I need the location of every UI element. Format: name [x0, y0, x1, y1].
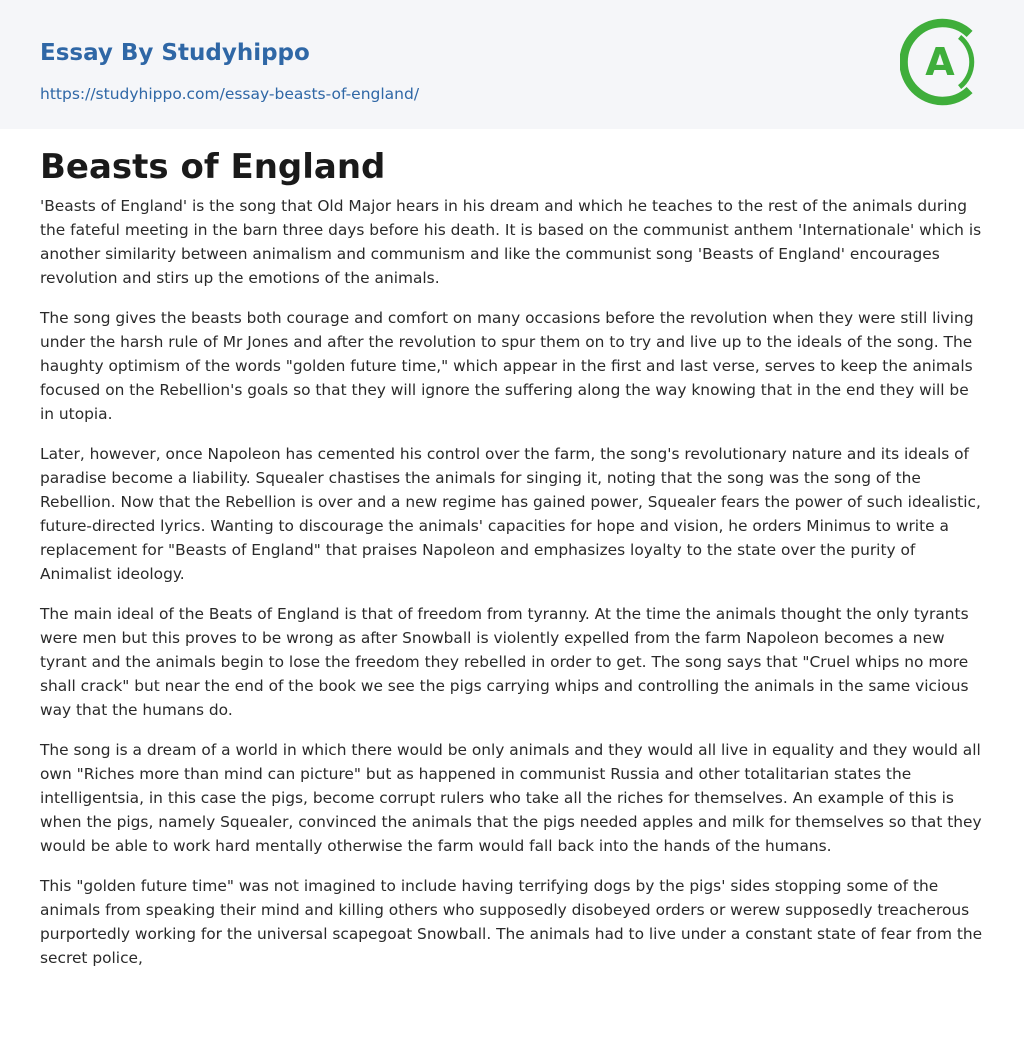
logo-letter: A — [925, 40, 955, 84]
article-paragraph: 'Beasts of England' is the song that Old Major hears in his dream and which he teaches to the rest of the animals during the fateful meeting in the barn three days before his death. It is based on the communist anthem 'Internationale' which is another similarity between animalism and communism and like the communist song 'Beasts of England' encourages revolution and stirs up the emotions of the animals. — [40, 197, 982, 287]
article-paragraph: Later, however, once Napoleon has cemented his control over the farm, the song's revolutionary nature and its ideals of paradise become a liability. Squealer chastises the animals for singing it, noting that the song was the song of the Rebellion. Now that the Rebellion is over and a new regime has gained power, Squealer fears the power of such idealistic, future-directed lyrics. Wanting to discourage the animals' capacities for hope and vision, he orders Minimus to write a replacement for "Beasts of England" that praises Napoleon and emphasizes loyalty to the state over the purity of Animalist ideology. — [40, 445, 981, 583]
article-title: Beasts of England — [40, 147, 386, 187]
article-paragraph: The song is a dream of a world in which there would be only animals and they would all live in equality and they would all own "Riches more than mind can picture" but as happened in communist Russia and other totalitarian states the intelligentsia, in this case the pigs, become corrupt rulers who take all the riches for themselves. An example of this is when the pigs, namely Squealer, convinced the animals that the pigs needed apples and milk for themselves so that they would be able to work hard mentally otherwise the farm would fall back into the hands of the humans. — [40, 741, 982, 855]
article-paragraph: The song gives the beasts both courage and comfort on many occasions before the revolution when they were still living under the harsh rule of Mr Jones and after the revolution to spur them on to try and live up to the ideals of the song. The haughty optimism of the words "golden future time," which appear in the first and last verse, serves to keep the animals focused on the Rebellion's goals so that they will ignore the suffering along the way knowing that in the end they will be in utopia. — [40, 309, 974, 423]
article — [0, 129, 1024, 970]
site-brand[interactable]: Essay By Studyhippo — [40, 40, 310, 66]
studyhippo-logo-icon[interactable] — [900, 16, 992, 108]
article-paragraph: The main ideal of the Beats of England is that of freedom from tyranny. At the time the animals thought the only tyrants were men but this proves to be wrong as after Snowball is violently expelled from the farm Napoleon becomes a new tyrant and the animals begin to lose the freedom they rebelled in order to get. The song says that "Cruel whips no more shall crack" but near the end of the book we see the pigs carrying whips and controlling the animals in the same vicious way that the humans do. — [40, 605, 969, 719]
article-paragraph: This "golden future time" was not imagined to include having terrifying dogs by the pigs' sides stopping some of the animals from speaking their mind and killing others who supposedly disobeyed orders or werew supposedly treacherous purportedly working for the universal scapegoat Snowball. The animals had to live under a constant state of fear from the secret police, — [40, 877, 983, 967]
site-header — [0, 0, 1024, 129]
essay-url-link[interactable]: https://studyhippo.com/essay-beasts-of-england/ — [40, 85, 420, 103]
